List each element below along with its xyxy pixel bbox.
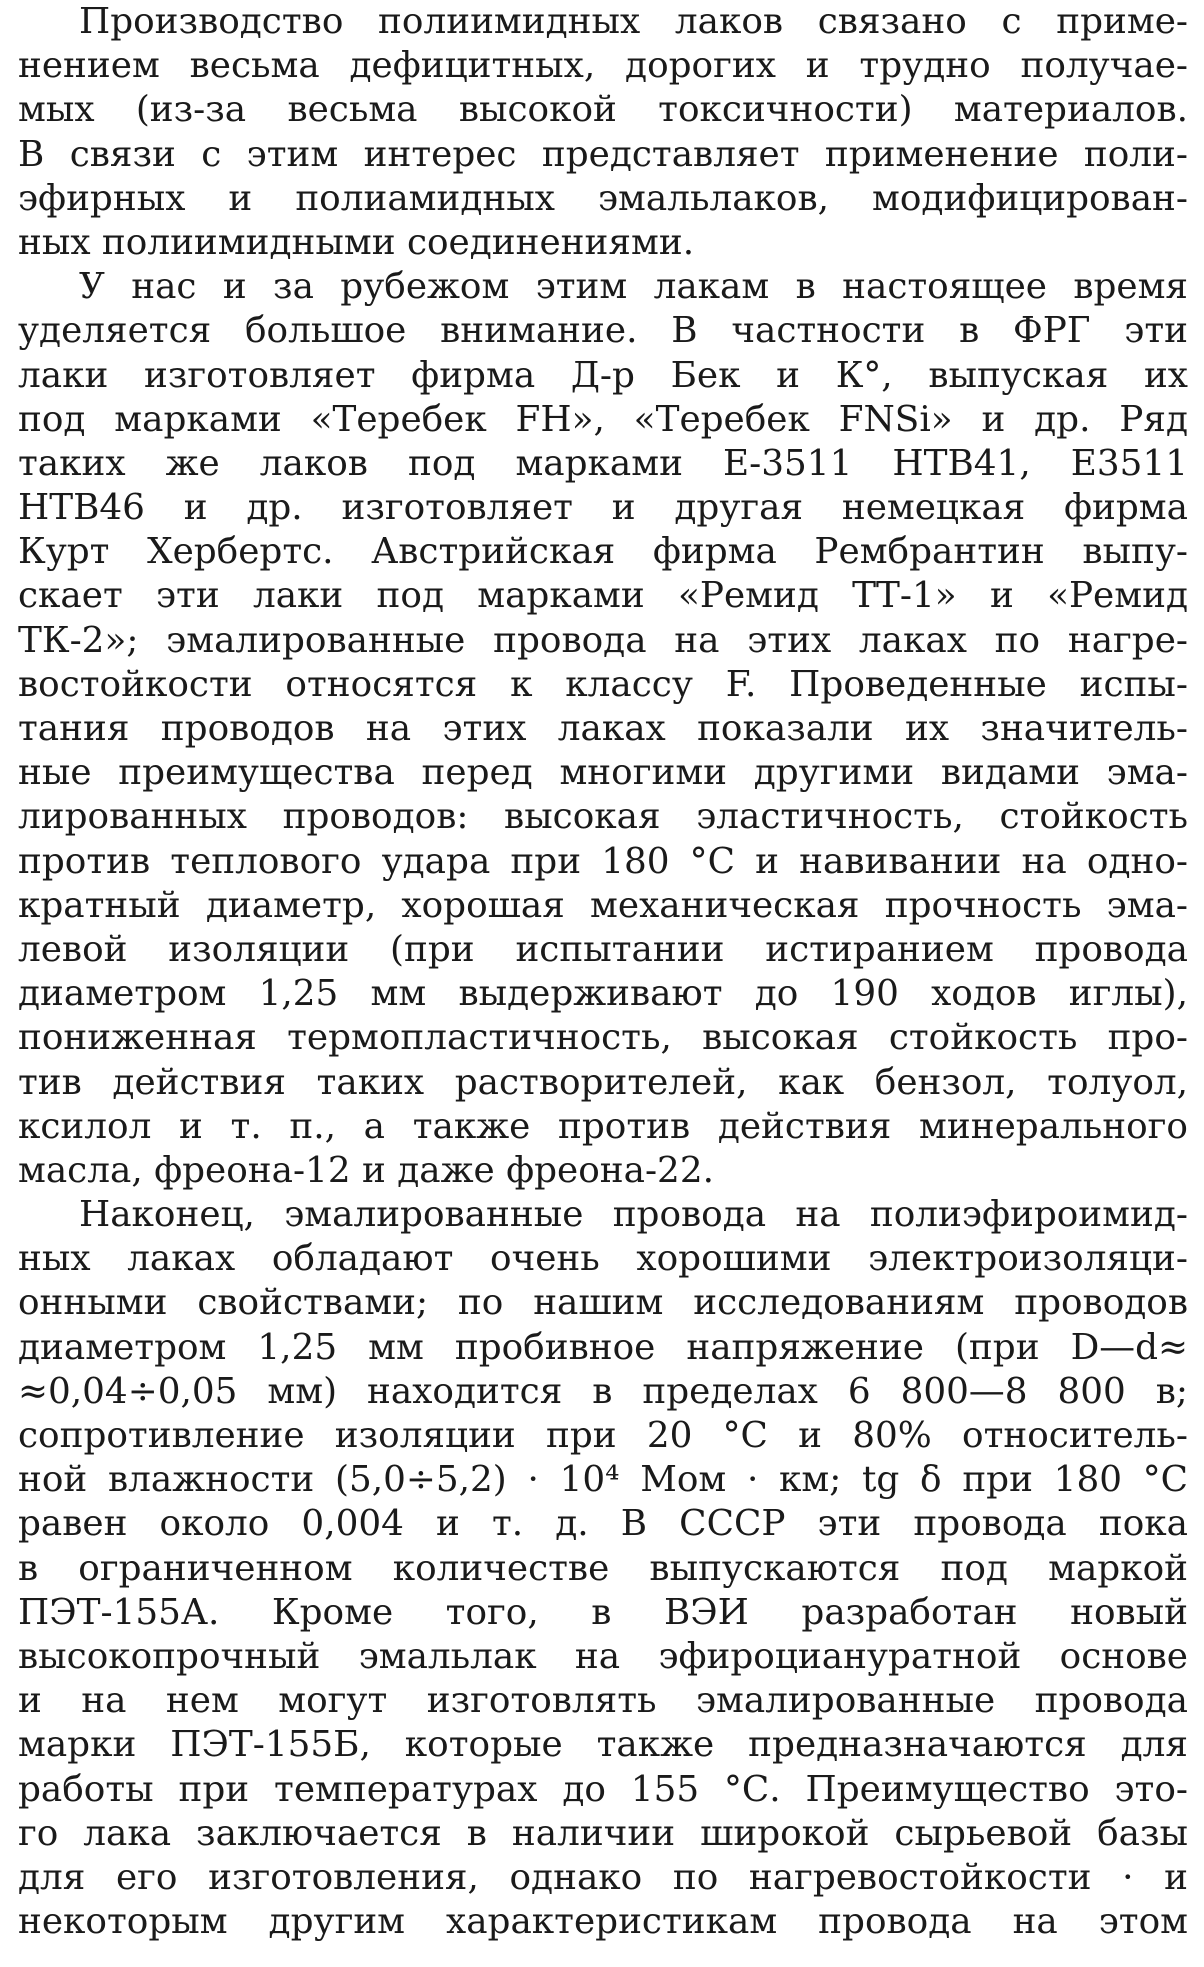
text-line: и на нем могут изготовлять эмалированные провода (18, 1680, 1188, 1722)
text-line: Производство полиимидных лаков связано с приме- (79, 1, 1188, 42)
text-line: В связи с этим интерес представляет применение поли- (18, 133, 1188, 175)
text-line: некоторым другим характеристикам провода на этом (18, 1901, 1188, 1943)
text-line: в ограниченном количестве выпускаются под маркой (18, 1547, 1188, 1589)
text-line: онными свойствами; по нашим исследованиям проводов (18, 1282, 1188, 1324)
text-line: лированных проводов: высокая эластичность, стойкость (18, 796, 1188, 838)
text-line: тив действия таких растворителей, как бензол, толуол, (18, 1061, 1188, 1103)
text-line: для его изготовления, однако по нагревостойкости · и (18, 1856, 1188, 1898)
text-line: востойкости относятся к классу F. Проведенные испы- (18, 663, 1188, 705)
text-line: высокопрочный эмальлак на эфироциануратной основе (18, 1635, 1188, 1677)
text-line: диаметром 1,25 мм пробивное напряжение (при D—d≈ (18, 1326, 1188, 1368)
paragraph-3 (18, 1193, 1188, 1944)
text-line: Наконец, эмалированные провода на полиэфироимид- (79, 1194, 1188, 1236)
text-line: го лака заключается в наличии широкой сырьевой базы (18, 1812, 1188, 1854)
text-line: работы при температурах до 155 °С. Преимущество это- (18, 1768, 1188, 1810)
document-page (18, 0, 1188, 1944)
text-line: НТВ46 и др. изготовляет и другая немецкая фирма (18, 487, 1188, 529)
text-line: пониженная термопластичность, высокая стойкость про- (18, 1017, 1188, 1059)
paragraph-2 (18, 265, 1188, 1193)
text-line: ксилол и т. п., а также против действия минерального (18, 1105, 1188, 1147)
text-line: Курт Хербертс. Австрийская фирма Рембрантин выпу- (18, 531, 1188, 573)
text-line: скает эти лаки под марками «Ремид ТТ-1» и «Ремид (18, 575, 1188, 617)
text-line: таких же лаков под марками Е-3511 НТВ41, Е3511 (18, 442, 1188, 484)
text-line: под марками «Теребек FH», «Теребек FNSi» и др. Ряд (18, 398, 1188, 440)
text-line: ных полиимидными соединениями. (18, 221, 695, 263)
text-line: ≈0,04÷0,05 мм) находится в пределах 6 800—8 800 в; (18, 1370, 1188, 1412)
text-line: масла, фреона-12 и даже фреона-22. (18, 1149, 714, 1191)
text-line: ТК-2»; эмалированные провода на этих лаках по нагре- (18, 619, 1188, 661)
text-line: лаки изготовляет фирма Д-р Бек и К°, выпуская их (18, 354, 1188, 396)
text-line: У нас и за рубежом этим лакам в настоящее время (79, 266, 1188, 308)
paragraph-1 (18, 0, 1188, 265)
text-line: тания проводов на этих лаках показали их значитель- (18, 708, 1188, 749)
text-line: против теплового удара при 180 °С и навивании на одно- (18, 840, 1188, 882)
text-line: равен около 0,004 и т. д. В СССР эти провода пока (18, 1503, 1188, 1545)
text-line: уделяется большое внимание. В частности в ФРГ эти (18, 310, 1188, 352)
text-line: диаметром 1,25 мм выдерживают до 190 ходов иглы), (18, 973, 1188, 1015)
text-line: левой изоляции (при испытании истиранием провода (18, 928, 1188, 970)
text-line: сопротивление изоляции при 20 °С и 80% относитель- (18, 1415, 1188, 1456)
text-line: мых (из-за весьма высокой токсичности) материалов. (18, 89, 1188, 131)
text-line: ные преимущества перед многими другими видами эма- (18, 752, 1188, 794)
text-line: нением весьма дефицитных, дорогих и трудно получае- (18, 45, 1188, 87)
text-line: ПЭТ-155А. Кроме того, в ВЭИ разработан новый (18, 1591, 1188, 1633)
text-line: ной влажности (5,0÷5,2) · 10⁴ Мом · км; tg δ при 180 °С (18, 1459, 1188, 1501)
text-line: эфирных и полиамидных эмальлаков, модифицирован- (18, 177, 1188, 219)
text-line: ных лаках обладают очень хорошими электроизоляци- (18, 1238, 1188, 1280)
text-line: марки ПЭТ-155Б, которые также предназначаются для (18, 1724, 1188, 1766)
text-line: кратный диаметр, хорошая механическая прочность эма- (18, 884, 1188, 926)
